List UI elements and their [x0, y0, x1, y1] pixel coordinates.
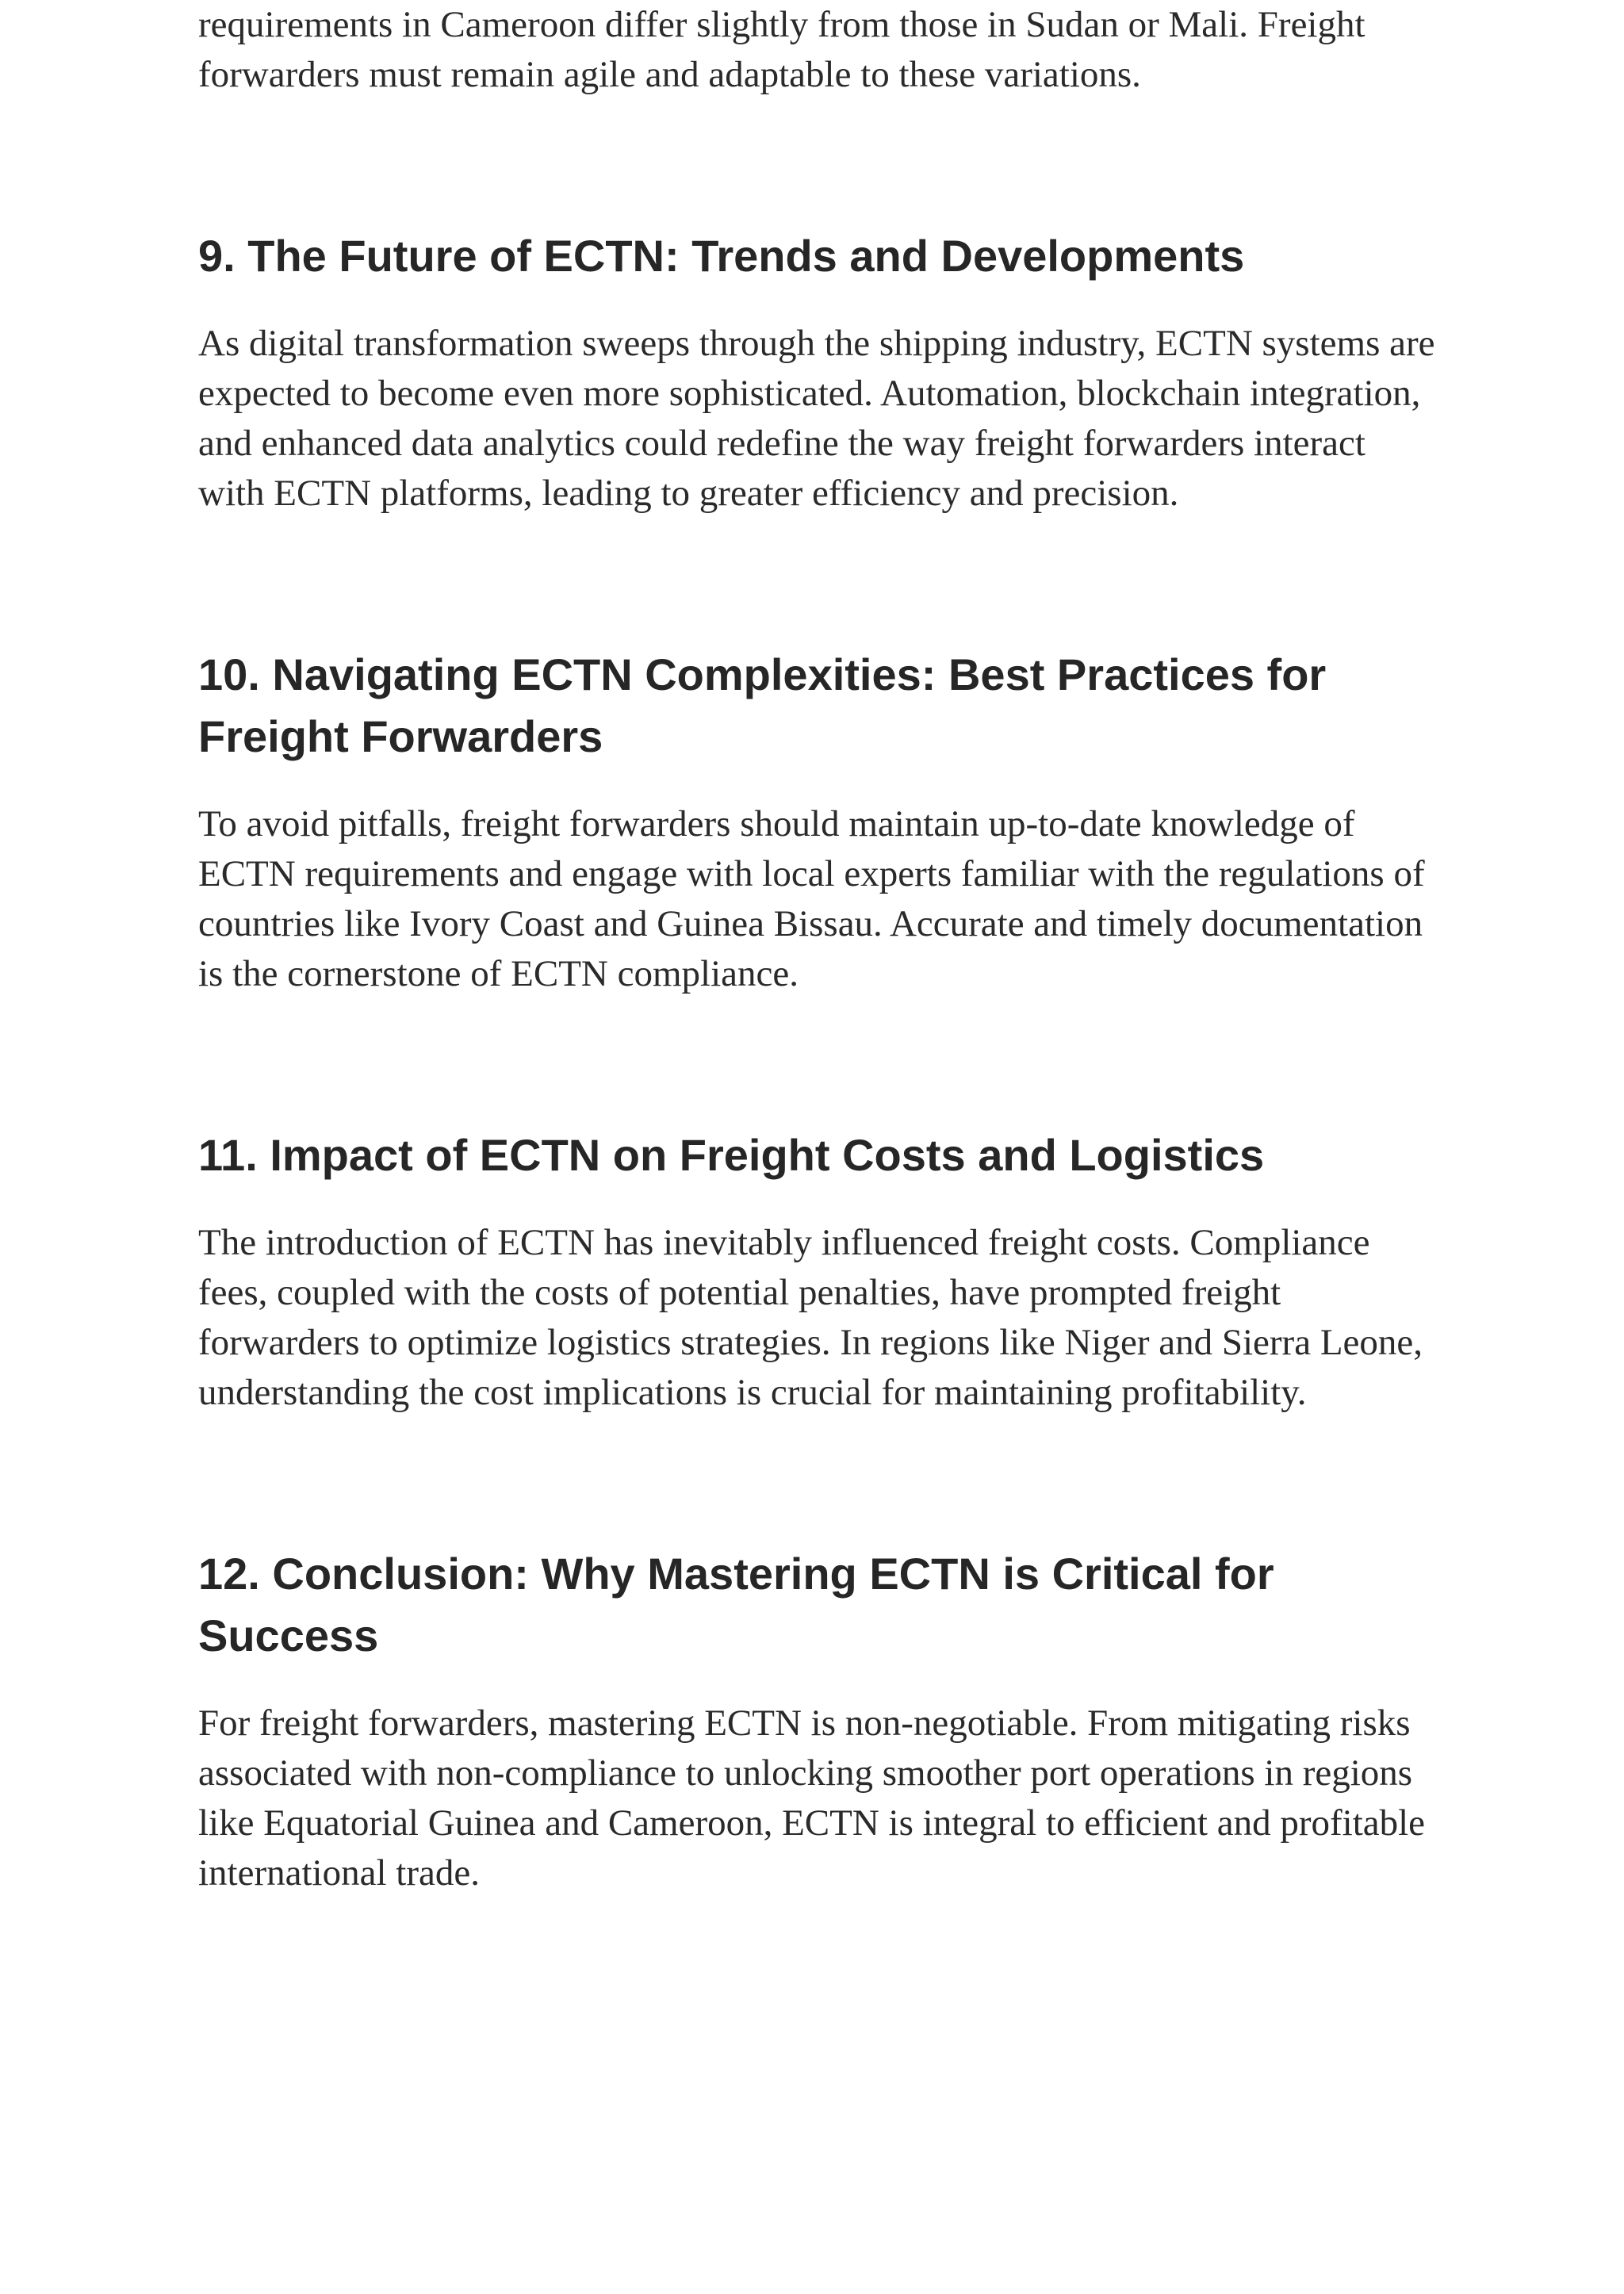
section-navigating-ectn — [198, 644, 1435, 999]
section-heading: 12. Conclusion: Why Mastering ECTN is Critical for Success — [198, 1549, 1274, 1660]
section-paragraph: To avoid pitfalls, freight forwarders should maintain up-to-date knowledge of ECTN requirements and engage with local experts familiar with the regulations of countries like Ivory Coast and Guinea Bissau. Accurate and timely documentation is the cornerstone of ECTN compliance. — [198, 803, 1425, 994]
section-heading: 9. The Future of ECTN: Trends and Developments — [198, 231, 1245, 281]
intro-paragraph: requirements in Cameroon differ slightly from those in Sudan or Mali. Freight forwarders must remain agile and adaptable to these variations. — [198, 4, 1365, 95]
section-paragraph: As digital transformation sweeps through the shipping industry, ECTN systems are expected to become even more sophisticated. Automation, blockchain integration, and enhanced data analytics could redefine the way freight forwarders interact with ECTN platforms, leading to greater efficiency and precision. — [198, 323, 1435, 514]
section-impact-of-ectn — [198, 1124, 1435, 1418]
section-paragraph: The introduction of ECTN has inevitably influenced freight costs. Compliance fees, coupled with the costs of potential penalties, have prompted freight forwarders to optimize logistics strategies. In regions like Niger and Sierra Leone, understanding the cost implications is crucial for maintaining profitability. — [198, 1222, 1423, 1413]
section-heading: 10. Navigating ECTN Complexities: Best Practices for Freight Forwarders — [198, 649, 1327, 761]
section-future-of-ectn — [198, 225, 1435, 519]
section-paragraph: For freight forwarders, mastering ECTN is non-negotiable. From mitigating risks associated with non-compliance to unlocking smoother port operations in regions like Equatorial Guinea and Cameroon, ECTN is integral to efficient and profitable international trade. — [198, 1702, 1426, 1894]
section-conclusion — [198, 1543, 1435, 1898]
article-content — [198, 0, 1435, 1898]
section-heading: 11. Impact of ECTN on Freight Costs and Logistics — [198, 1130, 1265, 1180]
